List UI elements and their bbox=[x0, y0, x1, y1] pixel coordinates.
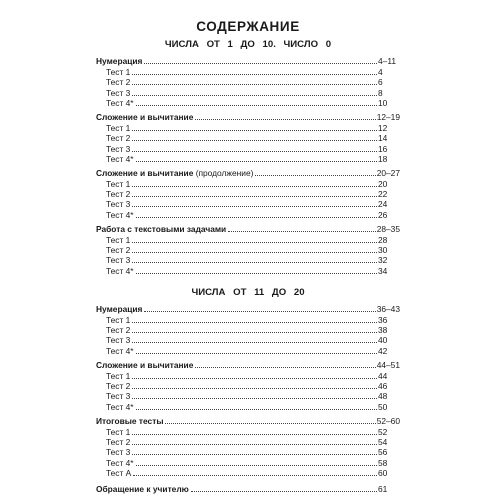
section-heading-label bbox=[96, 168, 253, 178]
test-entry-text: Тест 2 bbox=[106, 77, 131, 88]
dot-leader bbox=[132, 398, 377, 399]
dot-leader bbox=[132, 332, 377, 333]
test-entry-page: 14 bbox=[378, 133, 388, 144]
test-entry-label bbox=[96, 67, 130, 77]
test-entry-label bbox=[96, 98, 134, 108]
test-entry bbox=[96, 178, 400, 188]
test-entry-page: 20 bbox=[378, 178, 388, 189]
test-entry-text: Тест 3 bbox=[106, 87, 131, 98]
test-entry-page: 32 bbox=[378, 255, 388, 266]
test-entry-text: Тест А bbox=[106, 468, 132, 479]
section-heading bbox=[96, 416, 400, 426]
test-entry bbox=[96, 391, 400, 401]
test-entry bbox=[96, 143, 400, 153]
section-heading bbox=[96, 112, 400, 122]
dot-leader bbox=[255, 175, 375, 176]
test-entry-text: Тест 1 bbox=[106, 314, 131, 325]
dot-leader bbox=[132, 388, 377, 389]
test-entry bbox=[96, 345, 400, 355]
section-heading-text: Нумерация bbox=[96, 304, 143, 315]
test-entry-text: Тест 4* bbox=[106, 457, 134, 468]
dot-leader bbox=[132, 186, 377, 187]
final-entry-text: Обращение к учителю bbox=[96, 484, 189, 495]
dot-leader bbox=[132, 342, 377, 343]
dot-leader bbox=[144, 63, 377, 64]
test-entry-text: Тест 4* bbox=[106, 209, 134, 220]
test-entry-page: 8 bbox=[378, 87, 383, 98]
section-heading-text: Нумерация bbox=[96, 56, 143, 67]
test-entry-text: Тест 3 bbox=[106, 391, 131, 402]
test-entry-text: Тест 3 bbox=[106, 255, 131, 266]
dot-leader bbox=[132, 322, 377, 323]
final-entry-page: 61 bbox=[378, 484, 388, 495]
test-entry-label bbox=[96, 468, 131, 478]
test-entry-label bbox=[96, 335, 130, 345]
test-entry-page: 52 bbox=[378, 426, 388, 437]
section-heading bbox=[96, 168, 400, 178]
toc-body bbox=[96, 38, 400, 494]
dot-leader bbox=[136, 105, 377, 106]
dot-leader bbox=[132, 74, 377, 75]
test-entry-label bbox=[96, 402, 134, 412]
section-heading-label bbox=[96, 112, 193, 122]
test-entry-page: 40 bbox=[378, 335, 388, 346]
test-entry-label bbox=[96, 179, 130, 189]
test-entry bbox=[96, 154, 400, 164]
test-entry-label bbox=[96, 235, 130, 245]
test-entry-page: 4 bbox=[378, 66, 383, 77]
test-entry-label bbox=[96, 381, 130, 391]
section-heading-text: Сложение и вычитание bbox=[96, 168, 194, 179]
section-heading-page: 28–35 bbox=[376, 224, 400, 235]
final-entry-label bbox=[96, 484, 189, 494]
section-heading-label bbox=[96, 224, 226, 234]
test-entry-text: Тест 2 bbox=[106, 245, 131, 256]
test-entry-text: Тест 2 bbox=[106, 436, 131, 447]
test-entry-label bbox=[96, 154, 134, 164]
test-entry bbox=[96, 325, 400, 335]
section-heading-label bbox=[96, 56, 142, 66]
test-entry-text: Тест 4* bbox=[106, 97, 134, 108]
test-entry bbox=[96, 98, 400, 108]
test-entry bbox=[96, 335, 400, 345]
test-entry-label bbox=[96, 199, 130, 209]
test-entry-page: 56 bbox=[378, 447, 388, 458]
test-entry bbox=[96, 265, 400, 275]
test-entry-text: Тест 1 bbox=[106, 426, 131, 437]
test-entry-page: 24 bbox=[378, 199, 388, 210]
dot-leader bbox=[136, 353, 377, 354]
test-entry-text: Тест 4* bbox=[106, 153, 134, 164]
toc-section bbox=[96, 360, 400, 412]
test-entry-text: Тест 1 bbox=[106, 122, 131, 133]
section-heading-page: 36–43 bbox=[376, 304, 400, 315]
dot-leader bbox=[195, 119, 375, 120]
test-entry-page: 54 bbox=[378, 436, 388, 447]
test-entry-page: 10 bbox=[378, 97, 388, 108]
dot-leader bbox=[132, 378, 377, 379]
dot-leader bbox=[132, 140, 377, 141]
section-heading-text: Итоговые тесты bbox=[96, 416, 164, 427]
test-entry-page: 12 bbox=[378, 122, 388, 133]
section-heading-text: Сложение и вычитание bbox=[96, 112, 194, 123]
dot-leader bbox=[136, 465, 377, 466]
test-entry bbox=[96, 87, 400, 97]
section-heading bbox=[96, 304, 400, 314]
test-entry-text: Тест 4* bbox=[106, 401, 134, 412]
test-entry bbox=[96, 189, 400, 199]
page-title: СОДЕРЖАНИЕ bbox=[196, 19, 300, 34]
test-entry bbox=[96, 457, 400, 467]
part-title: ЧИСЛА ОТ 11 ДО 20 bbox=[191, 286, 305, 298]
test-entry-page: 16 bbox=[378, 143, 388, 154]
section-heading-label bbox=[96, 360, 193, 370]
test-entry-text: Тест 1 bbox=[106, 66, 131, 77]
dot-leader bbox=[132, 130, 377, 131]
dot-leader bbox=[165, 423, 375, 424]
section-heading-page: 4–11 bbox=[378, 56, 397, 67]
section-heading-page: 20–27 bbox=[376, 168, 400, 179]
test-entry-page: 6 bbox=[378, 77, 383, 88]
test-entry bbox=[96, 199, 400, 209]
test-entry-page: 26 bbox=[378, 209, 388, 220]
dot-leader bbox=[228, 231, 376, 232]
dot-leader bbox=[132, 151, 377, 152]
test-entry-text: Тест 2 bbox=[106, 189, 131, 200]
section-heading-page: 44–51 bbox=[376, 360, 400, 371]
dot-leader bbox=[132, 84, 377, 85]
toc-section bbox=[96, 224, 400, 276]
dot-leader bbox=[132, 242, 377, 243]
toc-section bbox=[96, 112, 400, 164]
section-heading-label bbox=[96, 304, 142, 314]
section-heading-note: (продолжение) bbox=[195, 168, 254, 179]
test-entry-label bbox=[96, 325, 130, 335]
test-entry bbox=[96, 234, 400, 244]
section-heading-text: Работа с текстовыми задачами bbox=[96, 224, 227, 235]
test-entry-text: Тест 2 bbox=[106, 380, 131, 391]
section-heading bbox=[96, 56, 400, 66]
test-entry bbox=[96, 77, 400, 87]
dot-leader bbox=[191, 491, 377, 492]
test-entry-label bbox=[96, 189, 130, 199]
dot-leader bbox=[132, 434, 377, 435]
test-entry bbox=[96, 133, 400, 143]
test-entry-text: Тест 3 bbox=[106, 447, 131, 458]
test-entry-label bbox=[96, 427, 130, 437]
dot-leader bbox=[136, 273, 377, 274]
test-entry-text: Тест 4* bbox=[106, 345, 134, 356]
test-entry bbox=[96, 209, 400, 219]
test-entry-page: 46 bbox=[378, 380, 388, 391]
test-entry bbox=[96, 122, 400, 132]
test-entry-label bbox=[96, 346, 134, 356]
test-entry bbox=[96, 437, 400, 447]
test-entry-page: 28 bbox=[378, 234, 388, 245]
dot-leader bbox=[132, 454, 377, 455]
test-entry-label bbox=[96, 88, 130, 98]
test-entry-label bbox=[96, 255, 130, 265]
test-entry-label bbox=[96, 245, 130, 255]
test-entry-label bbox=[96, 371, 130, 381]
test-entry-label bbox=[96, 315, 130, 325]
dot-leader bbox=[132, 95, 377, 96]
table-of-contents bbox=[96, 18, 400, 494]
test-entry-label bbox=[96, 458, 134, 468]
test-entry-label bbox=[96, 133, 130, 143]
test-entry-text: Тест 1 bbox=[106, 178, 131, 189]
test-entry-label bbox=[96, 391, 130, 401]
test-entry bbox=[96, 381, 400, 391]
section-heading bbox=[96, 224, 400, 234]
part-title: ЧИСЛА ОТ 1 ДО 10. ЧИСЛО 0 bbox=[164, 39, 332, 50]
test-entry-text: Тест 2 bbox=[106, 133, 131, 144]
section-heading bbox=[96, 360, 400, 370]
test-entry-text: Тест 3 bbox=[106, 143, 131, 154]
test-entry bbox=[96, 401, 400, 411]
test-entry-page: 30 bbox=[378, 245, 388, 256]
test-entry-text: Тест 3 bbox=[106, 199, 131, 210]
test-entry-page: 48 bbox=[378, 391, 388, 402]
test-entry-label bbox=[96, 437, 130, 447]
test-entry-label bbox=[96, 77, 130, 87]
test-entry-page: 38 bbox=[378, 324, 388, 335]
test-entry-page: 18 bbox=[378, 153, 388, 164]
section-heading-page: 52–60 bbox=[376, 416, 400, 427]
dot-leader bbox=[132, 444, 377, 445]
test-entry-text: Тест 4* bbox=[106, 265, 134, 276]
toc-section bbox=[96, 168, 400, 220]
test-entry-label bbox=[96, 144, 130, 154]
dot-leader bbox=[132, 252, 377, 253]
test-entry bbox=[96, 255, 400, 265]
test-entry-text: Тест 1 bbox=[106, 370, 131, 381]
dot-leader bbox=[132, 206, 377, 207]
test-entry bbox=[96, 245, 400, 255]
test-entry-label bbox=[96, 266, 134, 276]
test-entry bbox=[96, 370, 400, 380]
test-entry bbox=[96, 447, 400, 457]
test-entry-page: 34 bbox=[378, 265, 388, 276]
dot-leader bbox=[132, 196, 377, 197]
test-entry-page: 60 bbox=[378, 468, 388, 479]
test-entry bbox=[96, 426, 400, 436]
test-entry bbox=[96, 314, 400, 324]
dot-leader bbox=[132, 262, 377, 263]
section-heading-page: 12–19 bbox=[376, 112, 400, 123]
final-entry bbox=[96, 484, 400, 494]
dot-leader bbox=[136, 161, 377, 162]
toc-section bbox=[96, 304, 400, 356]
test-entry-text: Тест 2 bbox=[106, 324, 131, 335]
dot-leader bbox=[136, 409, 377, 410]
test-entry-text: Тест 3 bbox=[106, 335, 131, 346]
test-entry-page: 50 bbox=[378, 401, 388, 412]
test-entry-label bbox=[96, 123, 130, 133]
test-entry-label bbox=[96, 210, 134, 220]
toc-section bbox=[96, 56, 400, 108]
test-entry-text: Тест 1 bbox=[106, 234, 131, 245]
dot-leader bbox=[133, 475, 377, 476]
test-entry bbox=[96, 468, 400, 478]
section-heading-text: Сложение и вычитание bbox=[96, 360, 194, 371]
toc-section bbox=[96, 416, 400, 478]
test-entry-page: 58 bbox=[378, 457, 388, 468]
dot-leader bbox=[195, 367, 375, 368]
test-entry-label bbox=[96, 447, 130, 457]
section-heading-label bbox=[96, 416, 163, 426]
test-entry bbox=[96, 66, 400, 76]
dot-leader bbox=[136, 217, 377, 218]
test-entry-page: 44 bbox=[378, 370, 388, 381]
test-entry-page: 22 bbox=[378, 189, 388, 200]
test-entry-page: 36 bbox=[378, 314, 388, 325]
test-entry-page: 42 bbox=[378, 345, 388, 356]
dot-leader bbox=[144, 311, 375, 312]
